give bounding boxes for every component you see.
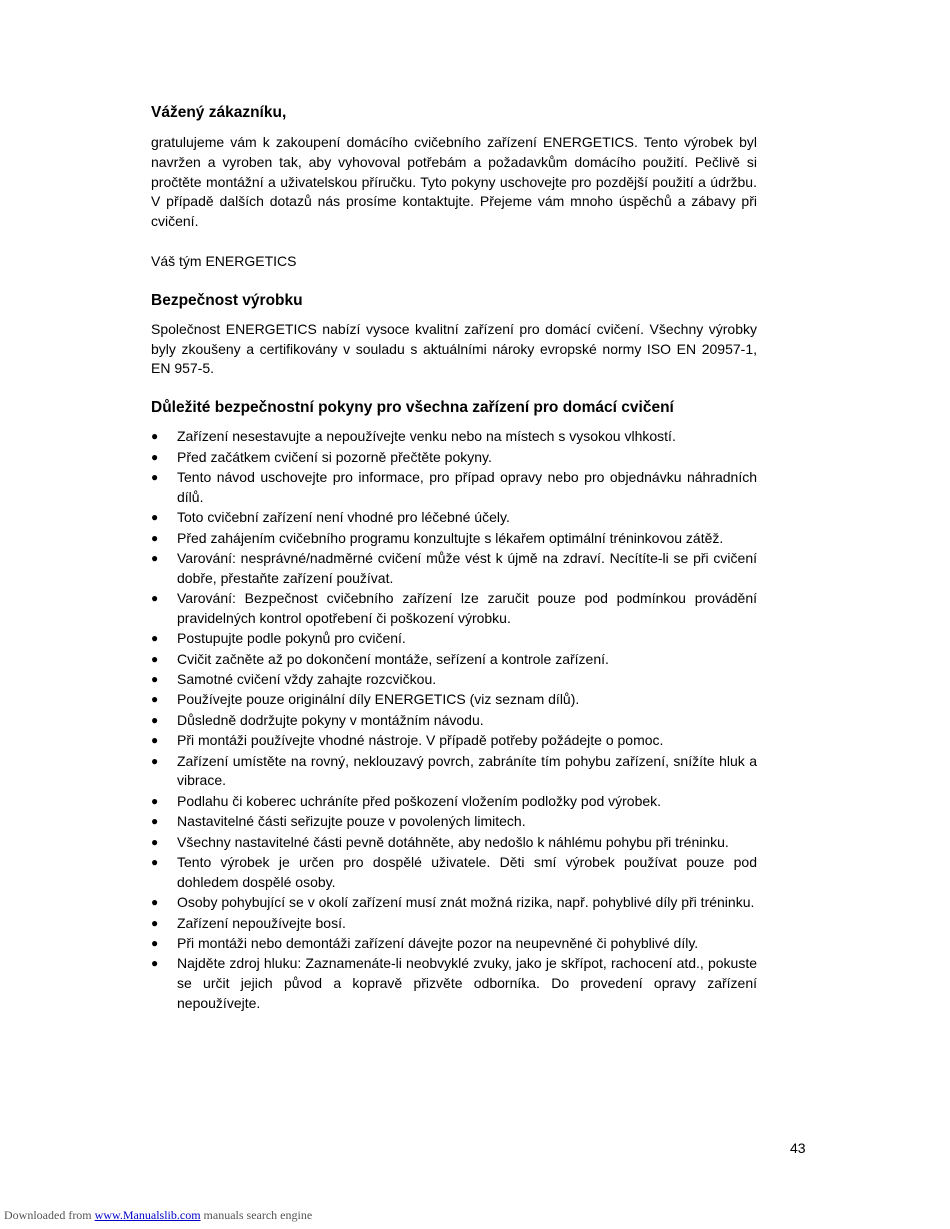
bullet-icon: ● — [151, 591, 159, 606]
instruction-text: Osoby pohybující se v okolí zařízení musí znát možná rizika, např. pohyblivé díly při tréninku. — [177, 894, 755, 911]
product-safety-heading: Bezpečnost výrobku — [151, 291, 303, 309]
instruction-item — [151, 529, 757, 549]
instruction-text: Postupujte podle pokynů pro cvičení. — [177, 630, 406, 647]
intro-paragraph: gratulujeme vám k zakoupení domácího cvičebního zařízení ENERGETICS. Tento výrobek byl navržen a vyroben tak, aby vyhovoval potřebám a požadavkům domácího použití. Pečlivě si pročtěte montážní a uživatelskou příručku. Tyto pokyny uschovejte pro pozdější použití a údržbu. V případě dalších dotazů nás prosíme kontaktujte. Přejeme vám mnoho úspěchů a zábavy při cvičení. — [151, 134, 757, 230]
instruction-item — [151, 711, 757, 731]
footer-link[interactable]: www.Manualslib.com — [94, 1208, 201, 1222]
bullet-icon: ● — [151, 855, 159, 869]
bullet-icon: ● — [151, 793, 159, 808]
bullet-icon: ● — [151, 915, 159, 930]
bullet-icon: ● — [151, 651, 159, 666]
instruction-item — [151, 448, 757, 468]
instruction-item — [151, 954, 757, 1013]
instruction-item — [151, 893, 757, 913]
instruction-text: Tento návod uschovejte pro informace, pro případ opravy nebo pro objednávku náhradních dílů. — [177, 468, 757, 505]
instruction-item — [151, 650, 757, 670]
instruction-text: Tento výrobek je určen pro dospělé uživatele. Děti smí výrobek používat pouze pod dohledem dospělé osoby. — [177, 854, 757, 890]
instruction-text: Před začátkem cvičení si pozorně přečtěte pokyny. — [177, 448, 492, 465]
instruction-item — [151, 468, 757, 508]
safety-instructions-heading: Důležité bezpečnostní pokyny pro všechna zařízení pro domácí cvičení — [151, 399, 674, 417]
instruction-text: Varování: nesprávné/nadměrné cvičení může vést k újmě na zdraví. Necítíte-li se při cvičení dobře, přestaňte zařízení používat. — [177, 549, 757, 586]
bullet-icon: ● — [151, 631, 159, 646]
instruction-item — [151, 752, 757, 792]
footer — [4, 1208, 312, 1223]
instruction-text: Před zahájením cvičebního programu konzultujte s lékařem optimální tréninkovou zátěž. — [177, 529, 724, 546]
instruction-item — [151, 731, 757, 751]
instruction-item — [151, 833, 757, 853]
bullet-icon: ● — [151, 510, 159, 525]
instruction-item — [151, 670, 757, 690]
instruction-text: Cvičit začněte až po dokončení montáže, seřízení a kontrole zařízení. — [177, 650, 609, 667]
instruction-item — [151, 589, 757, 629]
instruction-item — [151, 427, 757, 447]
page-content — [151, 103, 757, 1014]
bullet-icon: ● — [151, 449, 159, 464]
bullet-icon: ● — [151, 429, 159, 444]
bullet-icon: ● — [151, 469, 159, 484]
instruction-text: Nastavitelné části seřizujte pouze v povolených limitech. — [177, 813, 526, 830]
instruction-text: Při montáži používejte vhodné nástroje. V případě potřeby požádejte o pomoc. — [177, 732, 664, 749]
instruction-item — [151, 853, 757, 893]
instruction-text: Najděte zdroj hluku: Zaznamenáte-li neobvyklé zvuky, jako je skřípot, rachocení atd., pokuste se určit jejich původ a kopravě přizvěte odborníka. Do provedení opravy zařízení nepoužívejte. — [177, 955, 757, 1011]
instruction-text: Při montáži nebo demontáži zařízení dávejte pozor na neupevněné či pohyblivé díly. — [177, 934, 699, 951]
signature: Váš tým ENERGETICS — [151, 252, 297, 269]
instruction-text: Důsledně dodržujte pokyny v montážním návodu. — [177, 711, 484, 728]
bullet-icon: ● — [151, 935, 159, 950]
instruction-item — [151, 629, 757, 649]
bullet-icon: ● — [151, 834, 159, 849]
bullet-icon: ● — [151, 956, 159, 971]
bullet-icon: ● — [151, 530, 159, 545]
bullet-icon: ● — [151, 672, 159, 687]
greeting-heading: Vážený zákazníku, — [151, 104, 287, 121]
product-safety-paragraph: Společnost ENERGETICS nabízí vysoce kvalitní zařízení pro domácí cvičení. Všechny výrobky byly zkoušeny a certifikovány v souladu s aktuálními nároky evropské normy ISO EN 20957-1, EN 957-5. — [151, 320, 757, 377]
bullet-icon: ● — [151, 712, 159, 727]
bullet-icon: ● — [151, 895, 159, 910]
bullet-icon: ● — [151, 692, 159, 707]
instruction-text: Podlahu či koberec uchráníte před poškození vložením podložky pod výrobek. — [177, 792, 662, 809]
instruction-text: Samotné cvičení vždy zahajte rozcvičkou. — [177, 671, 437, 688]
bullet-icon: ● — [151, 753, 159, 768]
instruction-text: Zařízení nesestavujte a nepoužívejte venku nebo na místech s vysokou vlhkostí. — [177, 428, 676, 445]
footer-prefix: Downloaded from — [4, 1208, 92, 1222]
instruction-item — [151, 934, 757, 954]
instruction-item — [151, 690, 757, 710]
instruction-text: Používejte pouze originální díly ENERGETICS (viz seznam dílů). — [177, 691, 580, 708]
instruction-text: Zařízení nepoužívejte bosí. — [177, 914, 346, 931]
instruction-item — [151, 914, 757, 934]
page-number: 43 — [790, 1140, 806, 1156]
bullet-icon: ● — [151, 550, 159, 565]
bullet-icon: ● — [151, 733, 159, 748]
safety-instructions-list — [151, 427, 757, 1014]
instruction-text: Všechny nastavitelné části pevně dotáhněte, aby nedošlo k náhlému pohybu při tréninku. — [177, 833, 729, 850]
instruction-item — [151, 549, 757, 589]
instruction-item — [151, 792, 757, 812]
footer-suffix: manuals search engine — [203, 1208, 313, 1222]
instruction-item — [151, 508, 757, 528]
instruction-text: Toto cvičební zařízení není vhodné pro léčebné účely. — [177, 509, 510, 526]
bullet-icon: ● — [151, 814, 159, 829]
instruction-text: Varování: Bezpečnost cvičebního zařízení lze zaručit pouze pod podmínkou provádění pravidelných kontrol opotřebení či poškození výrobku. — [177, 590, 757, 626]
instruction-text: Zařízení umístěte na rovný, neklouzavý povrch, zabráníte tím pohybu zařízení, snížíte hluk a vibrace. — [177, 752, 757, 789]
instruction-item — [151, 812, 757, 832]
